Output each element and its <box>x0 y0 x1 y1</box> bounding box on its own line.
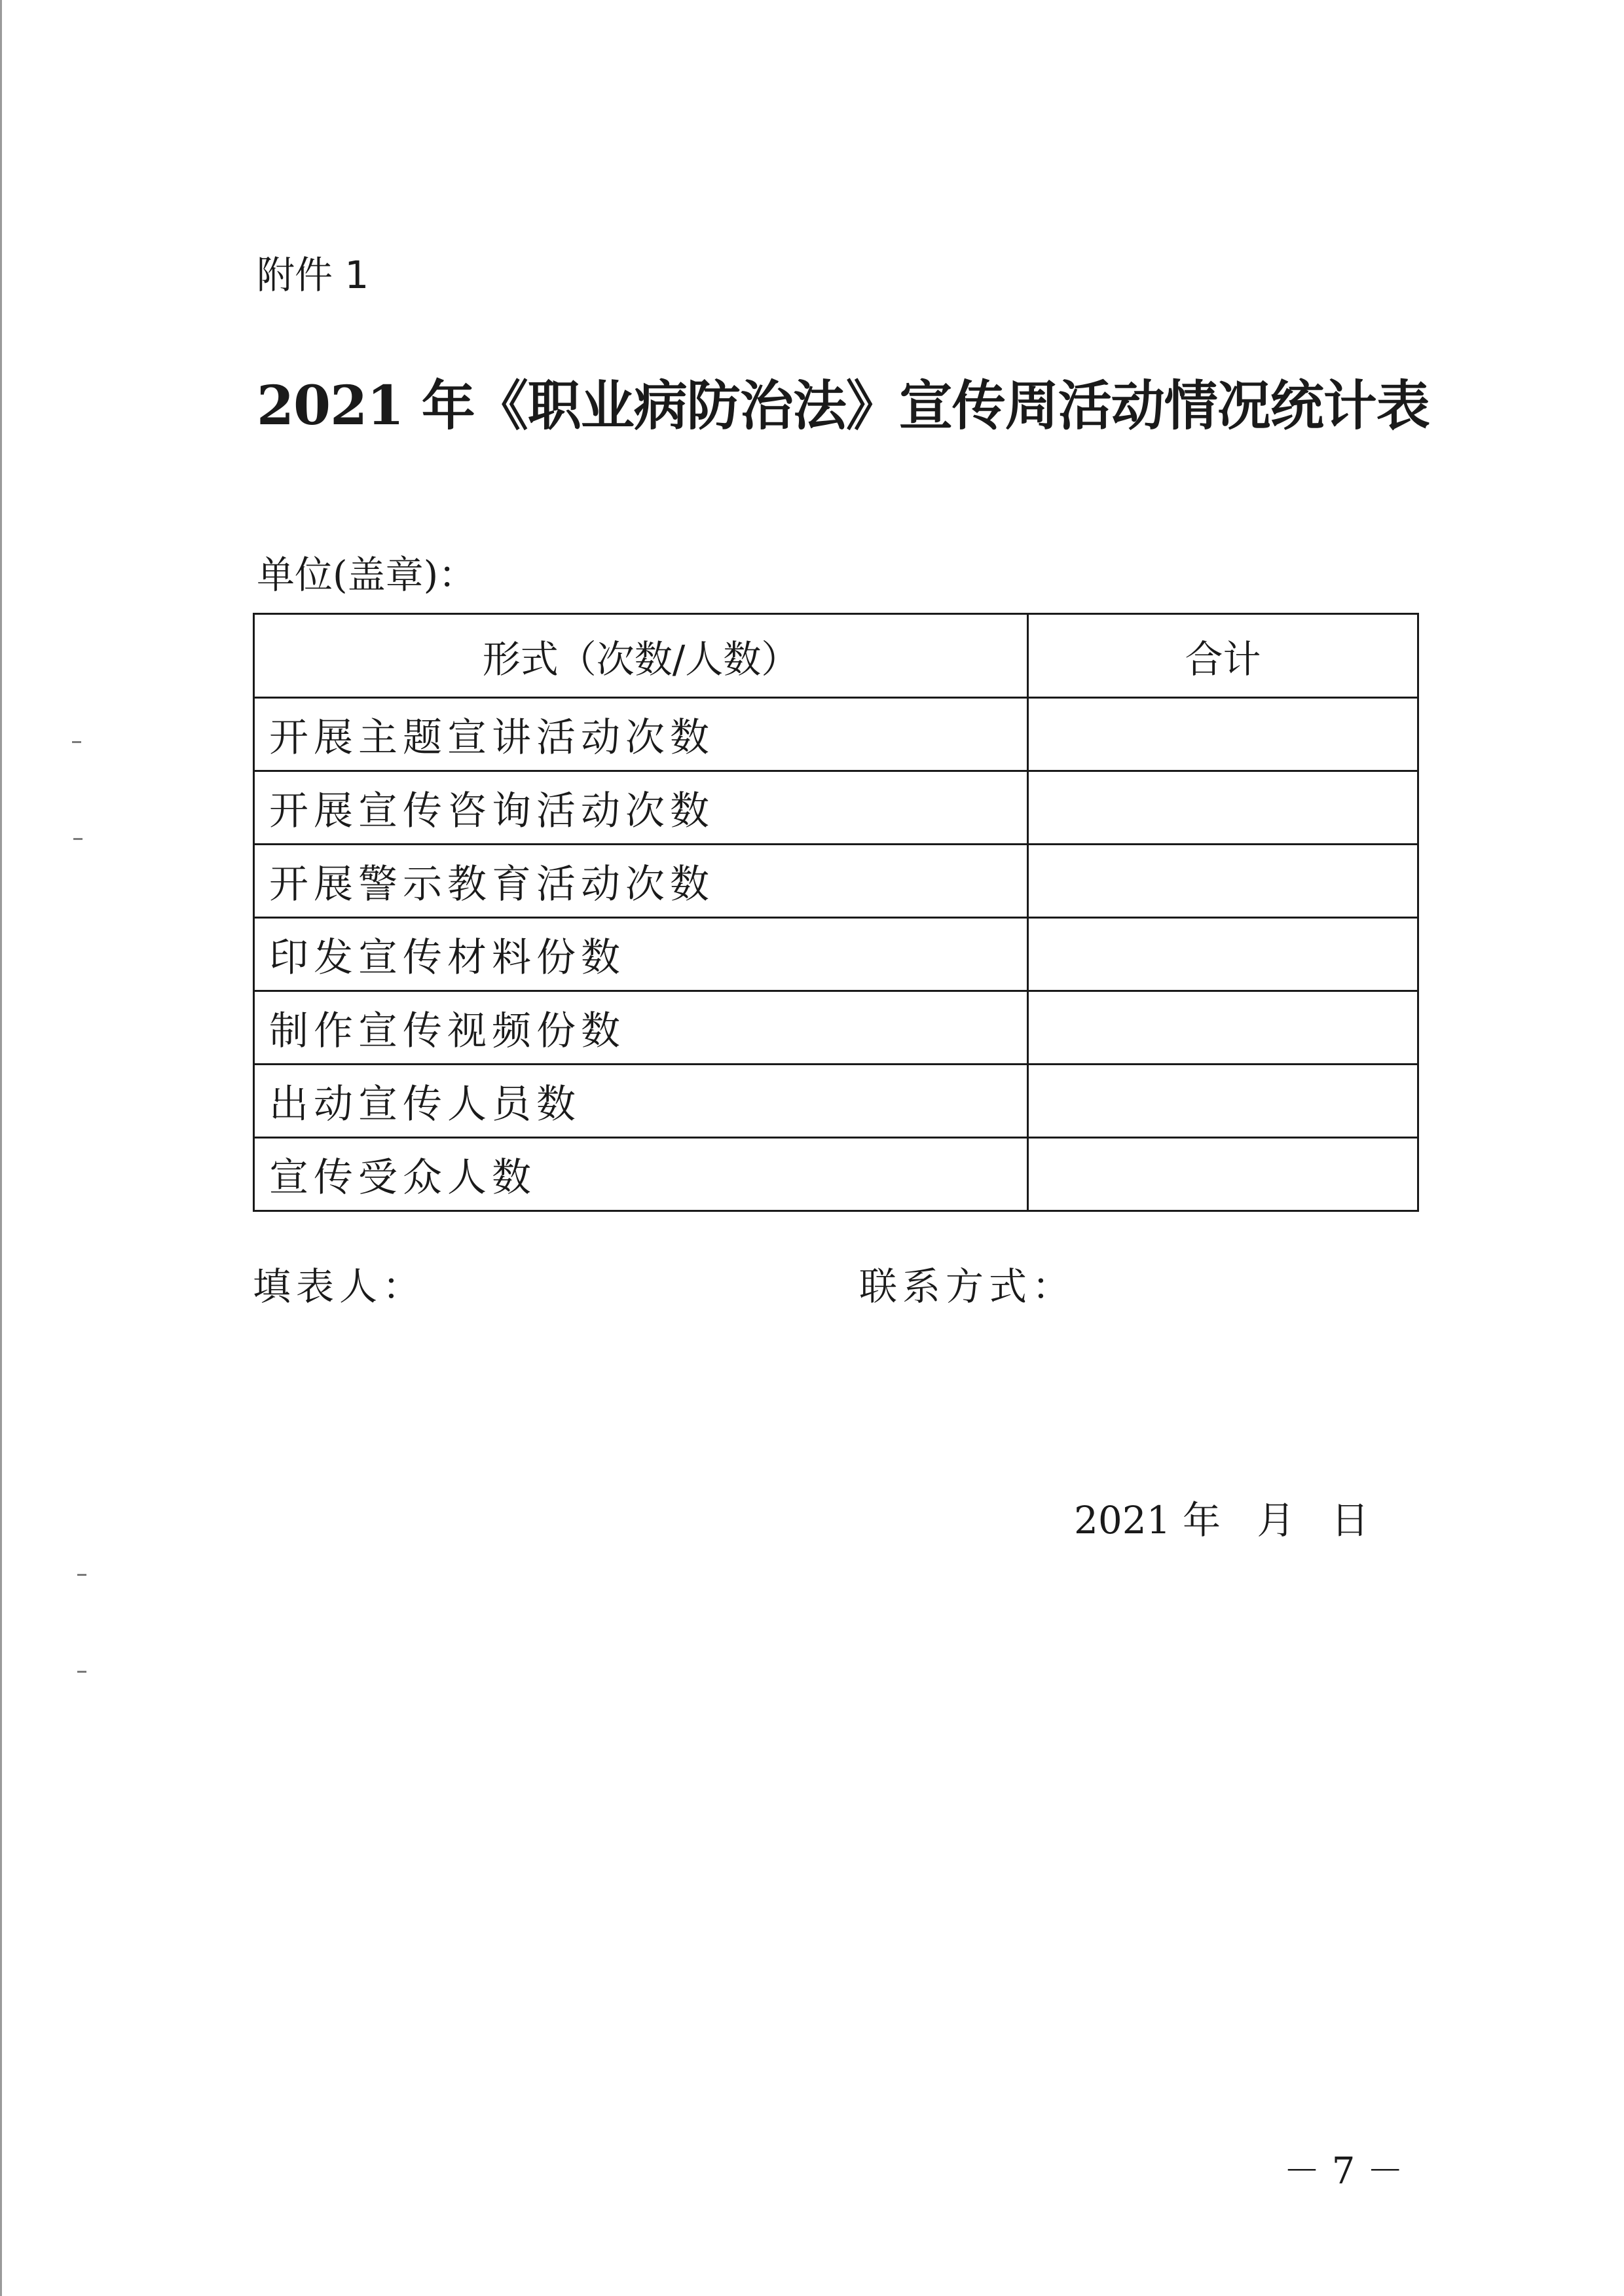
page-number: － 7 － <box>1283 2150 1404 2193</box>
row-label: 开展宣传咨询活动次数 <box>254 771 1028 845</box>
total-cell[interactable] <box>1028 698 1418 771</box>
unit-seal-label: 单位(盖章)： <box>257 553 477 597</box>
scan-mark <box>72 741 81 743</box>
total-cell[interactable] <box>1028 918 1418 991</box>
total-cell[interactable] <box>1028 1138 1418 1211</box>
attachment-label: 附件 1 <box>257 253 369 297</box>
contact-label: 联系方式： <box>859 1264 1076 1309</box>
table-row <box>254 845 1418 918</box>
scan-mark <box>73 838 83 840</box>
column-header-form: 形式（次数/人数） <box>254 614 1028 698</box>
column-header-total: 合计 <box>1028 614 1418 698</box>
table-row <box>254 918 1418 991</box>
table-row <box>254 1065 1418 1138</box>
statistics-table <box>253 613 1419 1212</box>
scan-mark <box>77 1574 86 1576</box>
table-row <box>254 991 1418 1065</box>
document-title: 2021 年《职业病防治法》宣传周活动情况统计表 <box>257 374 1430 437</box>
row-label: 印发宣传材料份数 <box>254 918 1028 991</box>
table-row <box>254 771 1418 845</box>
row-label: 开展主题宣讲活动次数 <box>254 698 1028 771</box>
total-cell[interactable] <box>1028 1065 1418 1138</box>
date-line: 2021 年 月 日 <box>1074 1498 1369 1542</box>
row-label: 宣传受众人数 <box>254 1138 1028 1211</box>
table-header-row <box>254 614 1418 698</box>
row-label: 出动宣传人员数 <box>254 1065 1028 1138</box>
scan-edge-line <box>0 0 2 2296</box>
filler-label: 填表人： <box>253 1264 426 1309</box>
row-label: 制作宣传视频份数 <box>254 991 1028 1065</box>
row-label: 开展警示教育活动次数 <box>254 845 1028 918</box>
table-row <box>254 698 1418 771</box>
total-cell[interactable] <box>1028 845 1418 918</box>
table-row <box>254 1138 1418 1211</box>
total-cell[interactable] <box>1028 771 1418 845</box>
total-cell[interactable] <box>1028 991 1418 1065</box>
scan-mark <box>77 1671 86 1673</box>
